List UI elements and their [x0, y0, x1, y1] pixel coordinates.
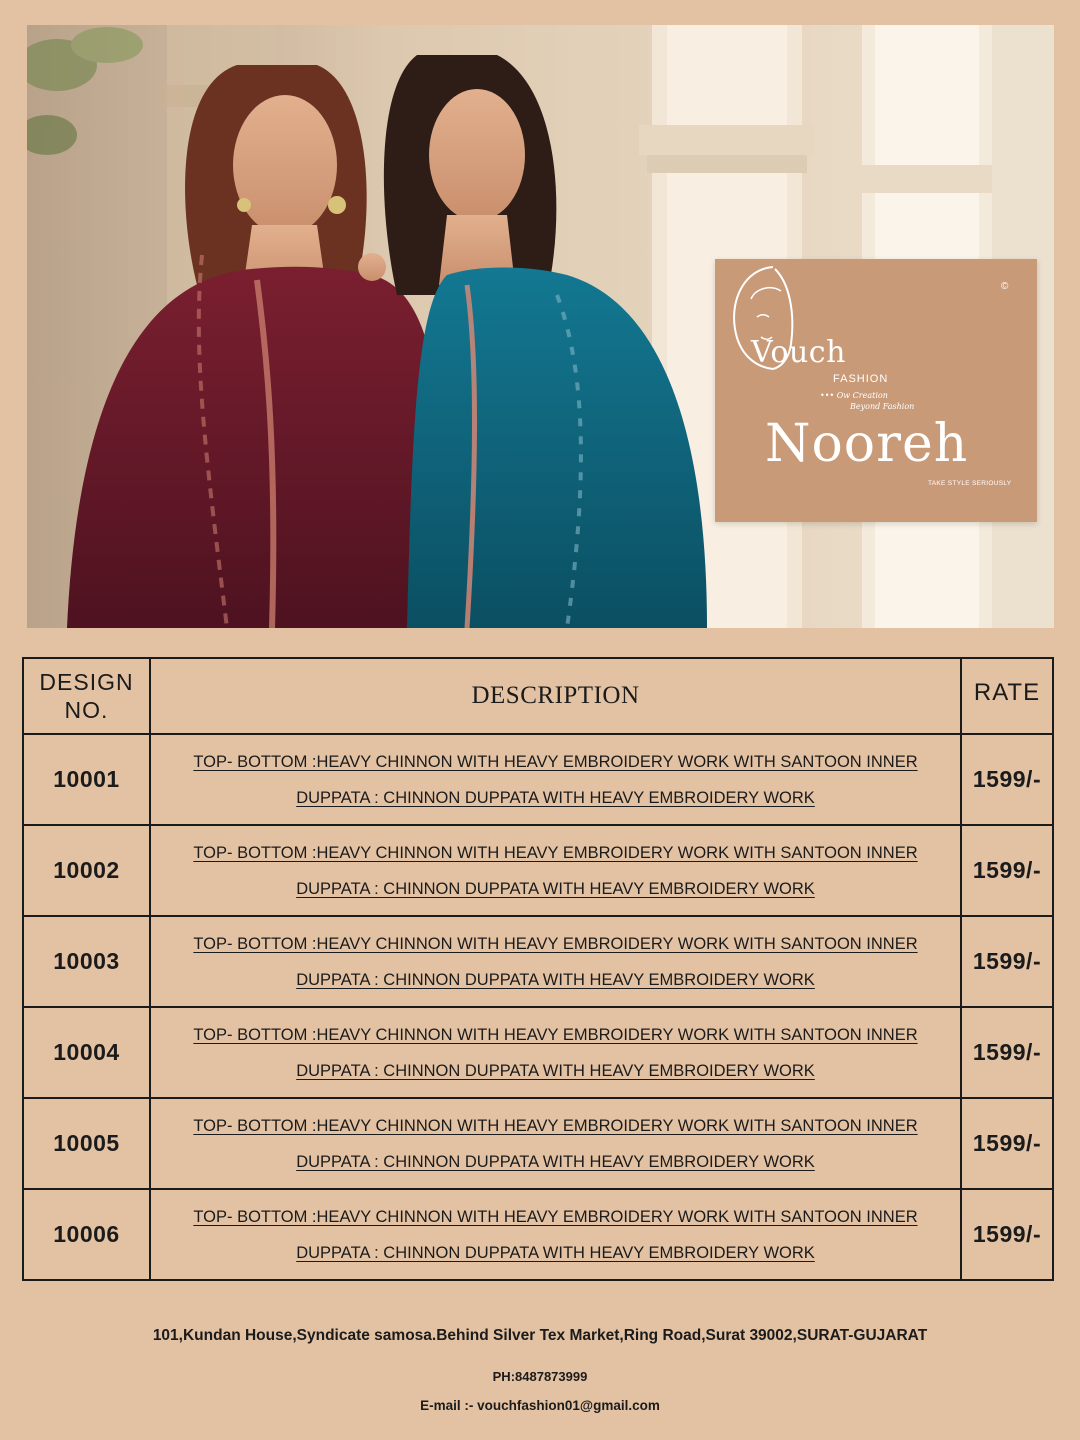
brand-fashion: FASHION [833, 373, 889, 385]
table-row [23, 916, 1053, 1007]
rate-value: 1599/- [961, 1007, 1053, 1098]
rate-table [22, 657, 1054, 1281]
design-no: 10001 [23, 734, 150, 825]
description-duppata: DUPPATA : CHINNON DUPPATA WITH HEAVY EMBROIDERY WORK [296, 970, 815, 989]
copyright-mark: © [1001, 281, 1009, 292]
description-cell [150, 1007, 961, 1098]
brand-tagline-2: Beyond Fashion [850, 402, 915, 411]
table-header-row [23, 658, 1053, 734]
header-rate: RATE [961, 658, 1053, 734]
header-design-line2: NO. [64, 697, 109, 723]
rate-value: 1599/- [961, 1098, 1053, 1189]
header-design-line1: DESIGN [39, 669, 134, 695]
table-row [23, 825, 1053, 916]
header-design-no [23, 658, 150, 734]
description-cell [150, 825, 961, 916]
rate-value: 1599/- [961, 916, 1053, 1007]
description-top: TOP- BOTTOM :HEAVY CHINNON WITH HEAVY EMBROIDERY WORK WITH SANTOON INNER [193, 1025, 918, 1044]
brand-slogan: TAKE STYLE SERIOUSLY [928, 480, 1012, 487]
description-duppata: DUPPATA : CHINNON DUPPATA WITH HEAVY EMBROIDERY WORK [296, 1061, 815, 1080]
description-top: TOP- BOTTOM :HEAVY CHINNON WITH HEAVY EMBROIDERY WORK WITH SANTOON INNER [193, 1116, 918, 1135]
table-row [23, 734, 1053, 825]
table-row [23, 1098, 1053, 1189]
brand-vouch: Vouch [751, 335, 846, 370]
description-top: TOP- BOTTOM :HEAVY CHINNON WITH HEAVY EMBROIDERY WORK WITH SANTOON INNER [193, 843, 918, 862]
table-row [23, 1007, 1053, 1098]
design-no: 10006 [23, 1189, 150, 1280]
header-description: DESCRIPTION [150, 658, 961, 734]
rate-value: 1599/- [961, 734, 1053, 825]
brand-logo-panel [715, 259, 1037, 522]
design-no: 10003 [23, 916, 150, 1007]
description-cell [150, 1098, 961, 1189]
footer-phone: PH:8487873999 [492, 1369, 588, 1384]
table-row [23, 1189, 1053, 1280]
description-top: TOP- BOTTOM :HEAVY CHINNON WITH HEAVY EMBROIDERY WORK WITH SANTOON INNER [193, 934, 918, 953]
brand-tagline-1: ••• Ow Creation [820, 391, 888, 400]
footer-email: E-mail :- vouchfashion01@gmail.com [420, 1398, 660, 1413]
description-top: TOP- BOTTOM :HEAVY CHINNON WITH HEAVY EMBROIDERY WORK WITH SANTOON INNER [193, 752, 918, 771]
rate-value: 1599/- [961, 1189, 1053, 1280]
description-cell [150, 916, 961, 1007]
design-no: 10005 [23, 1098, 150, 1189]
rate-value: 1599/- [961, 825, 1053, 916]
description-top: TOP- BOTTOM :HEAVY CHINNON WITH HEAVY EMBROIDERY WORK WITH SANTOON INNER [193, 1207, 918, 1226]
description-duppata: DUPPATA : CHINNON DUPPATA WITH HEAVY EMBROIDERY WORK [296, 788, 815, 807]
collection-name: Nooreh [765, 414, 969, 474]
design-no: 10002 [23, 825, 150, 916]
description-duppata: DUPPATA : CHINNON DUPPATA WITH HEAVY EMBROIDERY WORK [296, 1152, 815, 1171]
hero-photo [27, 25, 1054, 628]
description-cell [150, 1189, 961, 1280]
description-duppata: DUPPATA : CHINNON DUPPATA WITH HEAVY EMBROIDERY WORK [296, 1243, 815, 1262]
design-no: 10004 [23, 1007, 150, 1098]
footer-address: 101,Kundan House,Syndicate samosa.Behind Silver Tex Market,Ring Road,Surat 39002,SURAT-GUJARAT [152, 1327, 928, 1344]
description-duppata: DUPPATA : CHINNON DUPPATA WITH HEAVY EMBROIDERY WORK [296, 879, 815, 898]
description-cell [150, 734, 961, 825]
